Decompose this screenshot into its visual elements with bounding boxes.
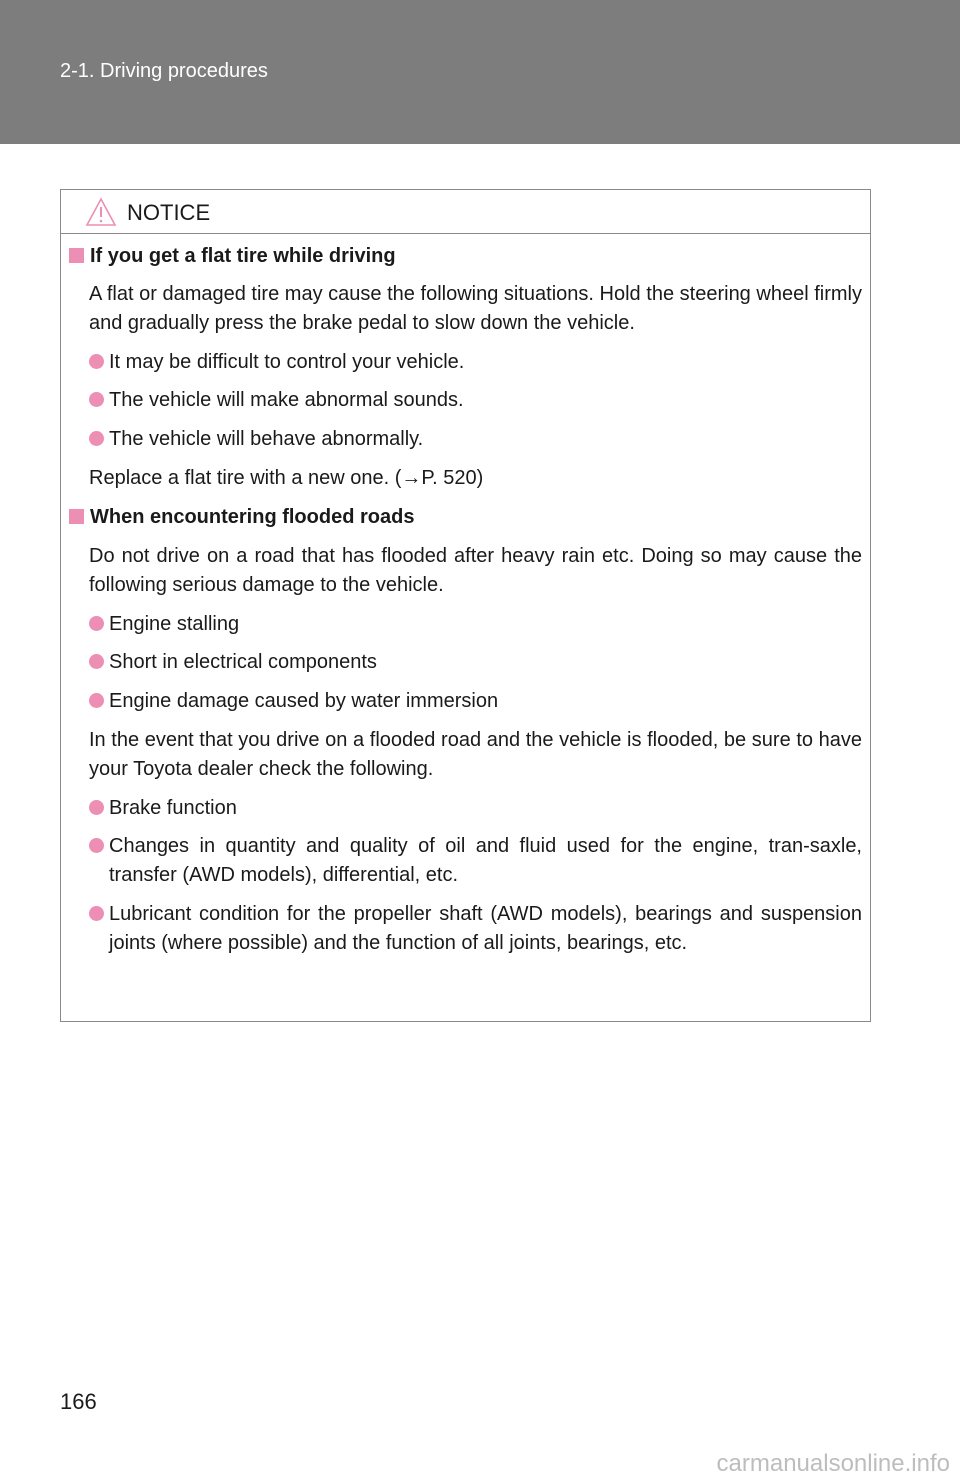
paragraph: Replace a flat tire with a new one. (→P. 520) (89, 467, 484, 489)
circle-bullet-icon (89, 392, 104, 407)
circle-bullet-icon (89, 693, 104, 708)
paragraph: Do not drive on a road that has flooded after heavy rain etc. Doing so may cause the following serious damage to the vehicle. (89, 545, 862, 596)
square-bullet-icon (69, 509, 84, 524)
circle-bullet-icon (89, 616, 104, 631)
list-item: Changes in quantity and quality of oil and fluid used for the engine, tran-saxle, transfer (AWD models), differential, etc. (89, 832, 862, 890)
page-number: 166 (60, 1389, 97, 1414)
list-item: Lubricant condition for the propeller shaft (AWD models), bearings and suspension joints (where possible) and the function of all joints, bearings, etc. (89, 900, 862, 958)
circle-bullet-icon (89, 431, 104, 446)
circle-bullet-icon (89, 838, 104, 853)
paragraph: A flat or damaged tire may cause the following situations. Hold the steering wheel firmly and gradually press the brake pedal to slow down the vehicle. (89, 283, 862, 334)
list-item: Short in electrical components (89, 648, 862, 677)
paragraph: In the event that you drive on a flooded road and the vehicle is flooded, be sure to have your Toyota dealer check the following. (89, 729, 862, 780)
list-item: The vehicle will behave abnormally. (89, 425, 862, 454)
notice-header (61, 190, 870, 234)
square-bullet-icon (69, 248, 84, 263)
circle-bullet-icon (89, 906, 104, 921)
list-item: Engine damage caused by water immersion (89, 687, 862, 716)
circle-bullet-icon (89, 800, 104, 815)
chapter-title: 2-1. Driving procedures (60, 60, 268, 82)
notice-box (60, 189, 871, 1022)
watermark: carmanualsonline.info (716, 1450, 950, 1477)
page-header (0, 0, 960, 144)
circle-bullet-icon (89, 654, 104, 669)
notice-label: NOTICE (127, 200, 211, 225)
list-item: It may be difficult to control your vehicle. (89, 348, 862, 377)
warning-triangle-icon (85, 197, 117, 227)
list-item: The vehicle will make abnormal sounds. (89, 386, 862, 415)
list-item: Brake function (89, 794, 862, 823)
list-item: Engine stalling (89, 610, 862, 639)
section-heading: When encountering flooded roads (69, 503, 414, 532)
circle-bullet-icon (89, 354, 104, 369)
section-heading: If you get a flat tire while driving (69, 242, 396, 271)
